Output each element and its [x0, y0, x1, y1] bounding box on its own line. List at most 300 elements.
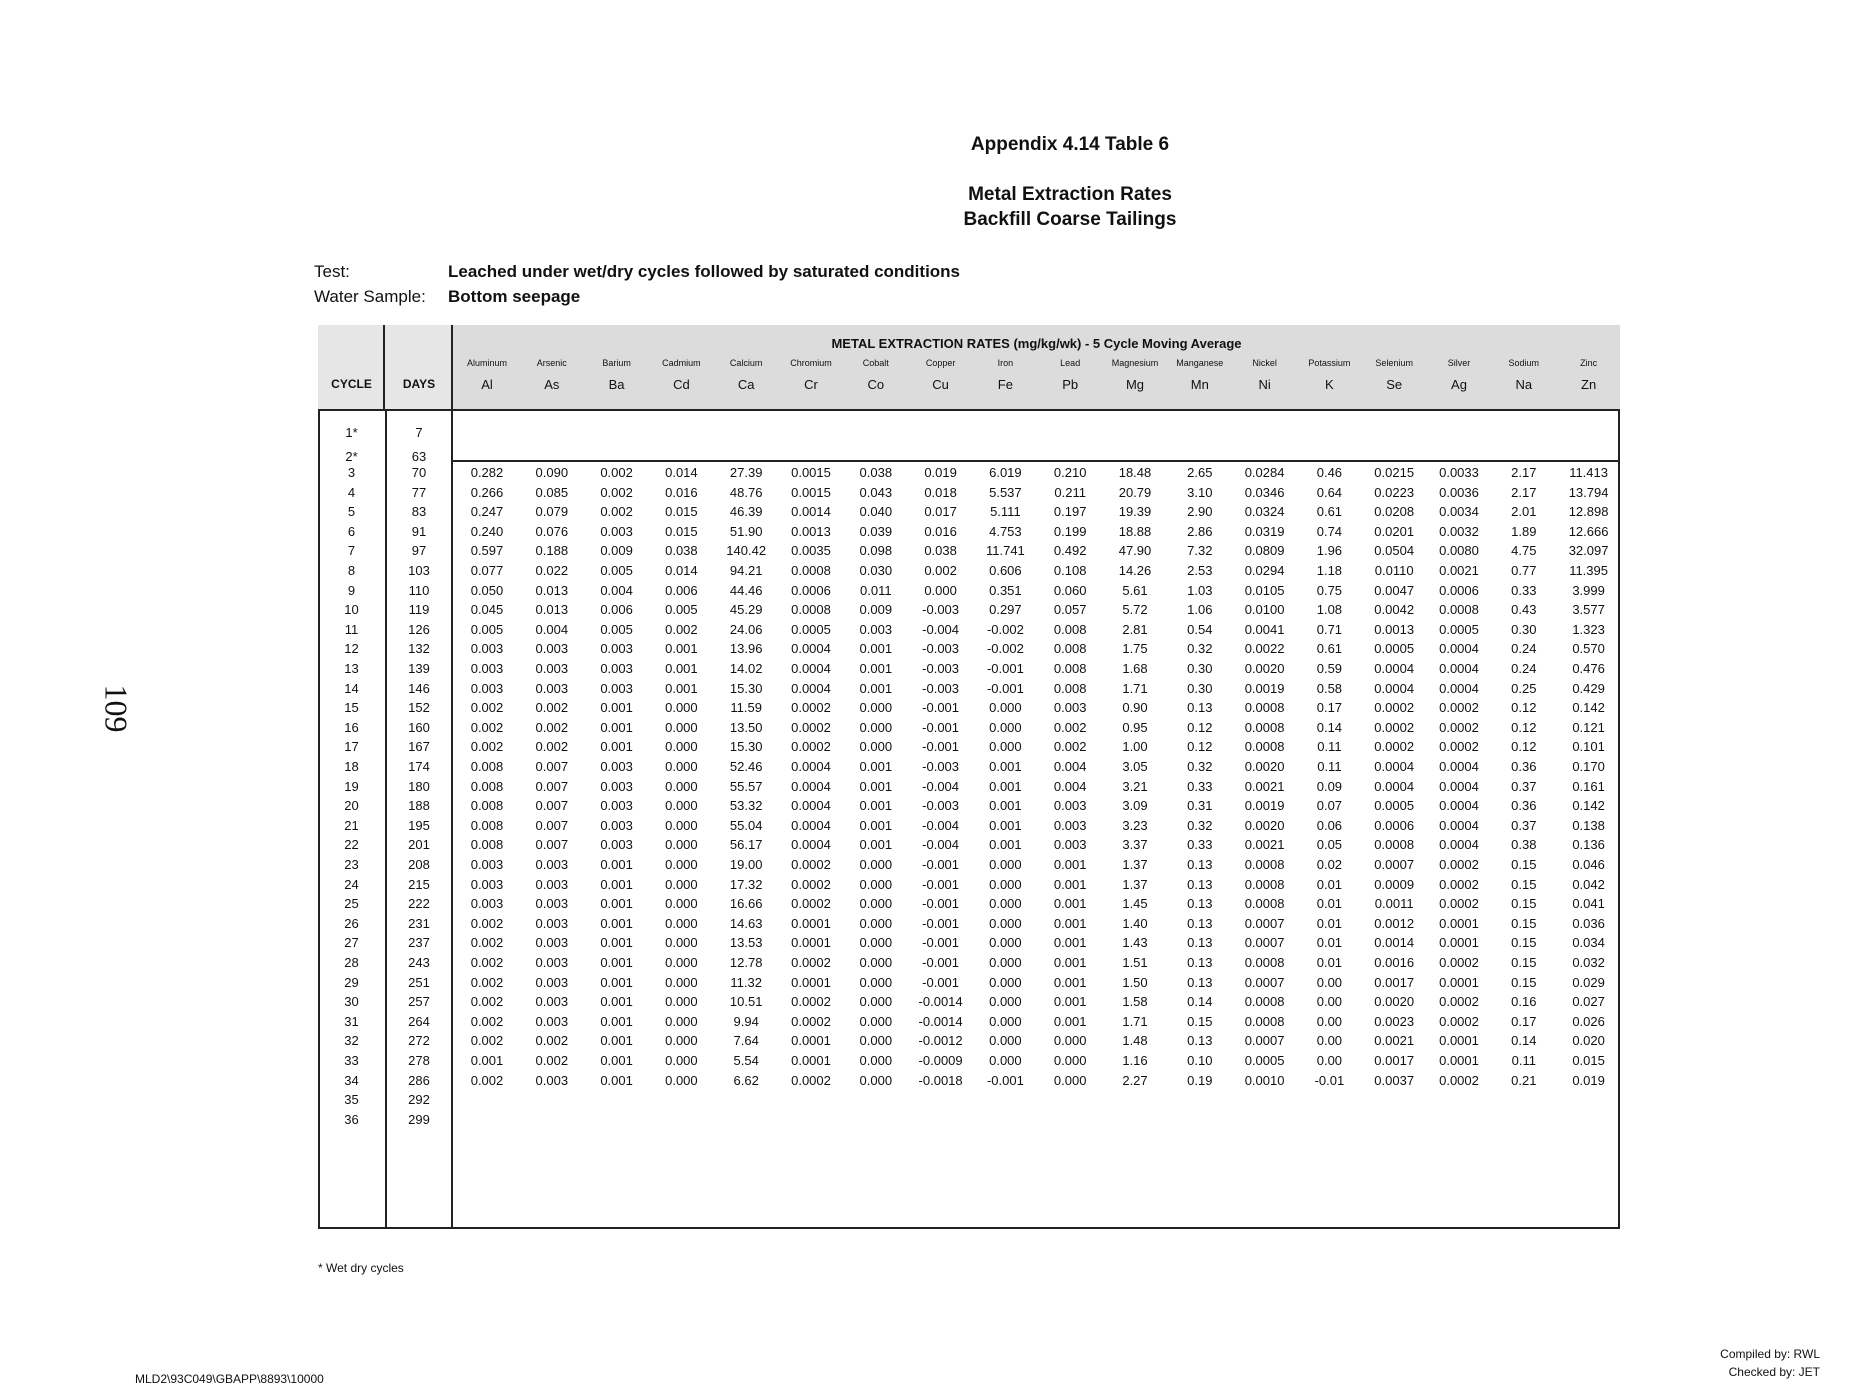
value-cell: 0.32: [1187, 759, 1213, 774]
value-cell: 0.10: [1187, 1053, 1213, 1068]
days-cell: 139: [408, 661, 430, 676]
value-cell: 0.015: [665, 504, 698, 520]
days-cell: 257: [408, 994, 430, 1010]
value-cell: 0.142: [1572, 700, 1605, 716]
value-cell: 0.003: [600, 680, 633, 696]
value-cell: 1.43: [1122, 935, 1148, 951]
value-cell: 0.0007: [1244, 915, 1285, 931]
metal-name-header: Iron: [997, 358, 1014, 368]
value-cell: 0.121: [1572, 719, 1605, 735]
value-cell: 0.007: [535, 798, 569, 814]
value-cell: 0.0002: [1439, 719, 1479, 735]
value-cell: 20.79: [1118, 484, 1152, 500]
cycle-cell: 14: [344, 680, 359, 696]
days-cell: 215: [408, 876, 430, 892]
value-cell: 0.197: [1053, 504, 1087, 520]
days-cell: 222: [408, 896, 430, 912]
value-cell: 0.003: [535, 974, 569, 990]
cycle-cell: 23: [344, 857, 359, 872]
value-cell: 1.75: [1122, 641, 1148, 657]
value-cell: 5.111: [990, 504, 1021, 520]
value-cell: 0.003: [600, 661, 633, 676]
value-cell: 0.0008: [1244, 857, 1285, 872]
value-cell: 0.32: [1187, 641, 1213, 657]
value-cell: 0.0294: [1244, 563, 1285, 578]
value-cell: 0.12: [1511, 719, 1537, 735]
value-cell: 0.188: [535, 543, 569, 559]
value-cell: 0.0008: [1374, 837, 1415, 853]
value-cell: 0.003: [600, 759, 633, 774]
value-cell: 0.000: [665, 700, 698, 716]
value-cell: 0.138: [1572, 817, 1605, 833]
value-cell: 0.0007: [1244, 1033, 1285, 1049]
test-value: Leached under wet/dry cycles followed by saturated conditions: [448, 262, 961, 281]
value-cell: 0.003: [1053, 817, 1087, 833]
cycle-cell: 16: [344, 719, 359, 735]
value-cell: 0.001: [600, 876, 633, 892]
value-cell: 0.0034: [1439, 504, 1479, 520]
value-cell: 0.36: [1511, 798, 1537, 814]
value-cell: 0.0006: [1439, 582, 1479, 598]
value-cell: 1.16: [1122, 1053, 1148, 1068]
value-cell: 0.0011: [1374, 896, 1414, 912]
value-cell: 0.016: [665, 484, 698, 500]
days-cell: 208: [408, 857, 430, 872]
cycle-cell: 35: [344, 1092, 359, 1108]
value-cell: 13.794: [1568, 484, 1609, 500]
value-cell: 0.0008: [1244, 896, 1285, 912]
test-line: [314, 262, 960, 282]
value-cell: 0.210: [1053, 465, 1087, 480]
value-cell: 0.000: [924, 582, 957, 598]
value-cell: 15.30: [729, 680, 763, 696]
value-cell: 0.013: [535, 602, 569, 618]
value-cell: 0.32: [1187, 817, 1213, 833]
value-cell: 0.13: [1187, 1033, 1213, 1049]
value-cell: 0.297: [989, 602, 1022, 618]
value-cell: -0.001: [922, 700, 960, 716]
value-cell: 0.038: [859, 465, 893, 480]
value-cell: 0.429: [1572, 680, 1605, 696]
value-cell: 0.001: [859, 837, 893, 853]
value-cell: 0.0020: [1244, 817, 1285, 833]
cycle-header-cell: [318, 325, 385, 411]
value-cell: 0.003: [535, 915, 569, 931]
value-cell: 0.0002: [791, 955, 831, 970]
value-cell: 0.000: [665, 994, 698, 1010]
value-cell: 0.33: [1511, 582, 1537, 598]
metal-symbol-header: Cu: [932, 377, 949, 392]
value-cell: 0.003: [600, 817, 633, 833]
value-cell: 0.022: [535, 563, 569, 578]
value-cell: 0.090: [535, 465, 569, 480]
value-cell: 0.0004: [1439, 641, 1479, 657]
value-cell: 0.90: [1122, 700, 1148, 716]
value-cell: 0.00: [1316, 1013, 1343, 1029]
value-cell: 0.000: [859, 915, 893, 931]
value-cell: 0.000: [859, 739, 893, 755]
value-cell: 45.29: [729, 602, 763, 618]
value-cell: 0.019: [1572, 1072, 1605, 1088]
value-cell: 0.016: [924, 523, 957, 539]
value-cell: 0.002: [470, 935, 504, 951]
value-cell: 0.002: [470, 974, 504, 990]
value-cell: 0.0004: [791, 680, 831, 696]
value-cell: 0.001: [989, 837, 1022, 853]
value-cell: 18.88: [1118, 523, 1152, 539]
value-cell: 0.077: [470, 563, 504, 578]
value-cell: 0.606: [989, 563, 1022, 578]
value-cell: 0.0002: [1374, 739, 1415, 755]
value-cell: 0.001: [600, 857, 633, 872]
value-cell: 0.0021: [1244, 778, 1285, 794]
value-cell: 0.61: [1316, 641, 1343, 657]
cycle-cell: 10: [344, 602, 359, 618]
value-cell: 0.0006: [791, 582, 831, 598]
value-cell: 0.043: [859, 484, 893, 500]
cycle-cell: 30: [344, 994, 359, 1010]
metal-symbol-header: As: [544, 377, 560, 392]
value-cell: 1.08: [1316, 602, 1343, 618]
value-cell: 0.005: [665, 602, 698, 618]
value-cell: 0.000: [989, 719, 1022, 735]
value-cell: 0.0002: [791, 896, 831, 912]
value-cell: -0.001: [986, 680, 1024, 696]
metal-name-header: Calcium: [729, 358, 763, 368]
value-cell: -0.0014: [918, 994, 963, 1010]
value-cell: 1.03: [1187, 582, 1213, 598]
days-cell: 195: [408, 817, 430, 833]
value-cell: -0.001: [922, 955, 960, 970]
value-cell: 0.0002: [1439, 1013, 1479, 1029]
value-cell: 24.06: [729, 621, 763, 637]
cycle-cell: 27: [344, 935, 359, 951]
value-cell: 5.537: [989, 484, 1022, 500]
value-cell: 0.0036: [1439, 484, 1479, 500]
cycle-cell: 8: [347, 563, 356, 578]
value-cell: 0.0047: [1374, 582, 1415, 598]
value-cell: 0.002: [535, 719, 569, 735]
table-subtitle-1: Metal Extraction Rates: [968, 184, 1172, 205]
value-cell: 48.76: [729, 484, 763, 500]
value-cell: 0.0223: [1374, 484, 1415, 500]
value-cell: 0.0001: [791, 915, 831, 931]
value-cell: 0.006: [600, 602, 633, 618]
value-cell: 0.046: [1572, 857, 1605, 872]
value-cell: -0.001: [922, 896, 960, 912]
value-cell: 14.02: [729, 661, 763, 676]
value-cell: 0.007: [535, 778, 569, 794]
value-cell: 0.0080: [1439, 543, 1479, 559]
value-cell: 0.006: [665, 582, 698, 598]
value-cell: 0.000: [859, 896, 893, 912]
value-cell: 0.14: [1187, 994, 1213, 1010]
value-cell: 0.0001: [1439, 1033, 1479, 1049]
value-cell: 0.003: [859, 621, 893, 637]
value-cell: 0.002: [470, 1033, 504, 1049]
value-cell: 0.0012: [1374, 915, 1415, 931]
value-cell: 0.000: [665, 915, 698, 931]
value-cell: 0.12: [1511, 700, 1537, 716]
value-cell: 0.000: [665, 1053, 698, 1068]
value-cell: 0.0100: [1244, 602, 1285, 618]
value-cell: 0.0004: [1439, 759, 1479, 774]
value-cell: 47.90: [1118, 543, 1152, 559]
value-cell: 0.01: [1316, 955, 1343, 970]
value-cell: 0.001: [665, 661, 698, 676]
days-cell: 103: [408, 563, 430, 578]
value-cell: 6.62: [733, 1072, 759, 1088]
value-cell: 0.0002: [791, 1072, 831, 1088]
value-cell: 0.00: [1316, 1053, 1343, 1068]
value-cell: 0.000: [989, 1033, 1022, 1049]
value-cell: 0.000: [665, 719, 698, 735]
value-cell: 0.37: [1511, 817, 1537, 833]
value-cell: 0.0504: [1374, 543, 1415, 559]
value-cell: 0.12: [1511, 739, 1537, 755]
value-cell: 0.000: [859, 700, 893, 716]
value-cell: 2.65: [1187, 465, 1213, 480]
value-cell: 0.004: [535, 621, 569, 637]
value-cell: 0.0002: [791, 876, 831, 892]
value-cell: 0.002: [600, 465, 633, 480]
metal-symbol-header: Ag: [1451, 377, 1467, 392]
value-cell: 12.78: [729, 955, 763, 970]
value-cell: 15.30: [729, 739, 763, 755]
value-cell: 19.39: [1118, 504, 1152, 520]
value-cell: 0.002: [470, 719, 504, 735]
sample-line: [314, 287, 580, 307]
value-cell: 0.001: [989, 817, 1022, 833]
value-cell: 1.89: [1511, 523, 1537, 539]
value-cell: 0.0002: [791, 700, 831, 716]
days-cell: 63: [411, 449, 427, 464]
value-cell: 0.13: [1187, 896, 1213, 912]
value-cell: -0.004: [922, 778, 960, 794]
value-cell: 0.21: [1511, 1072, 1537, 1088]
value-cell: 0.003: [600, 778, 633, 794]
value-cell: 0.008: [1053, 661, 1087, 676]
value-cell: 0.0016: [1374, 955, 1415, 970]
value-cell: 0.0002: [1439, 700, 1479, 716]
value-cell: 0.0004: [1439, 661, 1479, 676]
value-cell: 0.001: [600, 1033, 633, 1049]
value-cell: 0.14: [1316, 719, 1343, 735]
value-cell: 3.999: [1572, 582, 1605, 598]
days-cell: 299: [408, 1111, 430, 1127]
value-cell: 0.0002: [1439, 876, 1479, 892]
metal-name-header: Magnesium: [1111, 358, 1159, 368]
cycle-cell: 9: [347, 582, 356, 598]
value-cell: 0.000: [859, 1053, 893, 1068]
cycle-cell: 22: [344, 837, 359, 853]
cycle-cell: 2*: [345, 449, 358, 464]
value-cell: 0.003: [1053, 798, 1087, 814]
value-cell: 0.0005: [1374, 641, 1415, 657]
value-cell: 1.68: [1122, 661, 1148, 676]
value-cell: 0.13: [1187, 700, 1213, 716]
value-cell: 0.001: [1053, 935, 1087, 951]
value-cell: 0.0215: [1374, 465, 1415, 480]
value-cell: 0.38: [1511, 837, 1537, 853]
value-cell: 0.020: [1572, 1033, 1605, 1049]
value-cell: 0.0021: [1244, 837, 1285, 853]
metal-name-header: Aluminum: [466, 358, 507, 368]
value-cell: 0.14: [1511, 1033, 1537, 1049]
value-cell: 0.0002: [1374, 719, 1415, 735]
value-cell: 0.0008: [1439, 602, 1479, 618]
value-cell: 0.0013: [791, 523, 831, 539]
value-cell: 46.39: [729, 504, 763, 520]
value-cell: 0.0004: [791, 798, 831, 814]
metal-symbol-header: Cd: [673, 377, 690, 392]
value-cell: 0.000: [859, 994, 893, 1010]
value-cell: 0.15: [1511, 876, 1537, 892]
value-cell: 0.476: [1572, 661, 1605, 676]
cycle-cell: 15: [344, 700, 359, 716]
sample-value: Bottom seepage: [448, 287, 581, 306]
value-cell: 0.170: [1572, 759, 1605, 774]
value-cell: 13.96: [729, 641, 763, 657]
value-cell: -0.001: [922, 915, 960, 931]
metal-symbol-header: Ca: [737, 377, 755, 392]
value-cell: 0.060: [1053, 582, 1087, 598]
cycle-cell: 34: [344, 1072, 359, 1088]
value-cell: -0.001: [986, 661, 1024, 676]
value-cell: 0.597: [470, 543, 504, 559]
value-cell: 5.54: [733, 1053, 759, 1068]
value-cell: 0.000: [859, 974, 893, 990]
value-cell: 0.247: [470, 504, 504, 520]
cycle-cell: 1*: [345, 425, 358, 440]
value-cell: 0.161: [1572, 778, 1605, 794]
value-cell: 0.0002: [791, 1013, 831, 1029]
value-cell: 0.0005: [1374, 798, 1415, 814]
value-cell: 0.004: [1053, 759, 1087, 774]
value-cell: 0.0004: [1439, 798, 1479, 814]
value-cell: 2.53: [1187, 563, 1213, 578]
value-cell: 0.008: [470, 798, 504, 814]
value-cell: 0.0005: [1439, 621, 1479, 637]
days-cell: 91: [411, 523, 427, 539]
page-number: 109: [98, 684, 135, 733]
value-cell: -0.001: [922, 739, 960, 755]
days-cell: 264: [408, 1013, 430, 1029]
value-cell: 0.0208: [1374, 504, 1415, 520]
value-cell: 0.0019: [1244, 680, 1285, 696]
value-cell: 0.142: [1572, 798, 1605, 814]
value-cell: -0.002: [986, 621, 1024, 637]
value-cell: 0.003: [1053, 700, 1087, 716]
value-cell: 0.001: [859, 759, 893, 774]
value-cell: 0.001: [859, 817, 893, 833]
value-cell: 0.0004: [791, 817, 831, 833]
metal-symbol-header: Fe: [997, 377, 1013, 392]
value-cell: 0.000: [859, 935, 893, 951]
value-cell: 0.040: [859, 504, 893, 520]
value-cell: 0.001: [1053, 857, 1087, 872]
value-cell: 0.00: [1316, 1033, 1343, 1049]
value-cell: 0.008: [1053, 680, 1087, 696]
value-cell: 0.0008: [791, 602, 831, 618]
days-cell: 146: [408, 680, 430, 696]
value-cell: 0.02: [1316, 857, 1343, 872]
value-cell: 0.0001: [1439, 915, 1479, 931]
value-cell: 0.001: [989, 778, 1022, 794]
value-cell: 0.13: [1187, 915, 1213, 931]
value-cell: 0.000: [665, 817, 698, 833]
value-cell: 0.0008: [1244, 719, 1285, 735]
value-cell: 0.030: [859, 563, 893, 578]
days-cell: 167: [408, 739, 430, 755]
value-cell: 0.59: [1316, 661, 1343, 676]
value-cell: 0.0009: [1374, 876, 1415, 892]
metal-symbol-header: Co: [867, 377, 885, 392]
value-cell: 12.666: [1568, 523, 1609, 539]
value-cell: 0.0002: [791, 739, 831, 755]
value-cell: -0.002: [986, 641, 1024, 657]
value-cell: 0.0001: [1439, 1053, 1479, 1068]
value-cell: 0.009: [859, 602, 893, 618]
value-cell: 0.017: [924, 504, 957, 520]
value-cell: 0.0007: [1374, 857, 1415, 872]
value-cell: 7.32: [1187, 543, 1213, 559]
value-cell: 0.0005: [1244, 1053, 1285, 1068]
test-label: Test:: [314, 262, 350, 281]
value-cell: 4.753: [989, 523, 1022, 539]
days-cell: 201: [408, 837, 430, 853]
value-cell: 0.008: [470, 837, 504, 853]
value-cell: 0.001: [470, 1053, 504, 1068]
value-cell: 1.50: [1122, 974, 1148, 990]
value-cell: 0.041: [1572, 896, 1605, 912]
cycle-cell: 29: [344, 974, 359, 990]
value-cell: 0.001: [600, 955, 633, 970]
value-cell: -0.003: [922, 661, 960, 676]
value-cell: 5.72: [1122, 602, 1148, 618]
value-cell: 0.001: [989, 759, 1022, 774]
days-header: DAYS: [402, 377, 436, 391]
days-cell: 231: [408, 915, 430, 931]
value-cell: 0.0020: [1244, 759, 1285, 774]
value-cell: 0.003: [600, 798, 633, 814]
value-cell: 0.000: [989, 857, 1022, 872]
value-cell: 2.86: [1187, 523, 1213, 539]
value-cell: 0.001: [600, 994, 633, 1010]
days-cell: 77: [411, 484, 427, 500]
value-cell: 0.002: [665, 621, 698, 637]
value-cell: 0.64: [1316, 484, 1343, 500]
value-cell: 0.001: [1053, 896, 1087, 912]
value-cell: 0.00: [1316, 974, 1343, 990]
value-cell: -0.003: [922, 680, 960, 696]
value-cell: 0.001: [1053, 974, 1087, 990]
value-cell: 0.19: [1187, 1072, 1213, 1088]
metal-name-header: Sodium: [1508, 358, 1540, 368]
value-cell: 0.003: [535, 661, 569, 676]
value-cell: 3.10: [1187, 484, 1213, 500]
value-cell: 0.0004: [1439, 837, 1479, 853]
value-cell: 32.097: [1568, 543, 1609, 559]
days-cell: 160: [408, 719, 430, 735]
value-cell: 0.01: [1316, 896, 1343, 912]
value-cell: 0.0002: [1439, 955, 1479, 970]
checked-by: Checked by: JET: [1728, 1365, 1820, 1379]
value-cell: 0.570: [1572, 641, 1605, 657]
value-cell: 0.0007: [1244, 935, 1285, 951]
value-cell: 0.000: [859, 876, 893, 892]
value-cell: 0.24: [1511, 661, 1537, 676]
